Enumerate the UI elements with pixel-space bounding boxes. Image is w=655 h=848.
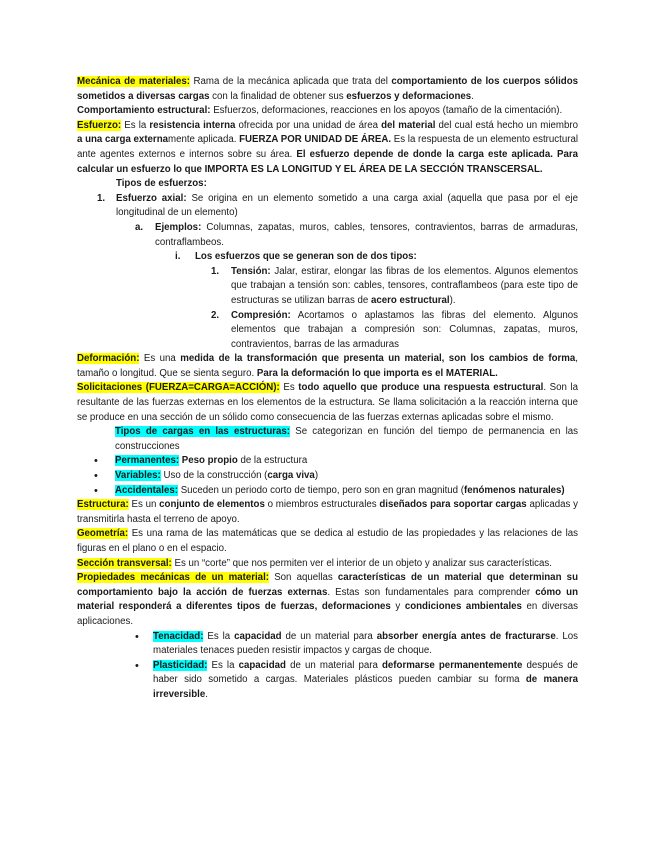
list-item-ejemplos: a. Ejemplos: Columnas, zapatas, muros, cables, tensores, contravientos, barras de armaduras, contraflambeos. <box>135 221 578 248</box>
term-propiedades: Propiedades mecánicas de un material: <box>77 572 269 584</box>
bullet-plasticidad: • Plasticidad: Es la capacidad de un material para deformarse permanentemente después de haber sido sometido a cargas. Materiales plásticos pueden cambiar su forma de manera irreversible. <box>135 659 578 700</box>
list-item-esfuerzo-axial: 1. Esfuerzo axial: Se origina en un elemento sometido a una carga axial (aquella que pasa por el eje longitudinal de un elemento) <box>97 192 578 219</box>
list-item-tension: 1. Tensión: Jalar, estirar, elongar las fibras de los elementos. Algunos elementos que trabajan a tensión son: cables, tensores, contraflambeos (para este tipo de estructuras se utilizan barras de acero estructural). <box>211 265 578 306</box>
term-estructura: Estructura: <box>77 499 129 511</box>
tipos-esfuerzos-heading: Tipos de esfuerzos: <box>116 178 207 190</box>
list-item-compresion: 2. Compresión: Acortamos o aplastamos las fibras del elemento. Algunos elementos que trabajan a compresión son: Columnas, zapatas, muros, contravientos, barras de las armaduras <box>211 309 578 350</box>
term-esfuerzo: Esfuerzo: <box>77 119 122 131</box>
term-solicitaciones: Solicitaciones (FUERZA=CARGA=ACCIÓN): <box>77 382 280 394</box>
paragraph-mecanica: Mecánica de materiales: Rama de la mecánica aplicada que trata del comportamiento de los cuerpos sólidos sometidos a diversas cargas con la finalidad de obtener sus esfuerzos y deformaciones. <box>77 76 578 102</box>
paragraph-seccion-transversal: Sección transversal: Es un “corte” que nos permiten ver el interior de un objeto y analizar sus características. <box>77 557 552 569</box>
term-seccion: Sección transversal: <box>77 557 172 569</box>
bullet-accidentales: • Accidentales: Suceden un periodo corto de tiempo, pero son en gran magnitud (fenómenos naturales) <box>94 484 565 497</box>
term-deformacion: Deformación: <box>77 353 140 365</box>
bullet-tenacidad: • Tenacidad: Es la capacidad de un material para absorber energía antes de fracturarse. Los materiales tenaces pueden resistir impactos y cargas de choque. <box>135 630 578 657</box>
paragraph-tipos-cargas: Tipos de cargas en las estructuras: Se categorizan en función del tiempo de permanencia en las construcciones <box>115 426 578 452</box>
term-mecanica: Mecánica de materiales: <box>77 76 191 87</box>
term-geometria: Geometría: <box>77 528 129 540</box>
bullet-permanentes: • Permanentes: Peso propio de la estructura <box>94 455 308 468</box>
paragraph-deformacion: Deformación: Es una medida de la transformación que presenta un material, son los cambios de forma, tamaño o longitud. Que se sienta seguro. Para la deformación lo que importa es el MATERIAL. <box>77 353 578 379</box>
paragraph-propiedades: Propiedades mecánicas de un material: Son aquellas características de un material que determinan su comportamiento bajo la acción de fuerzas externas. Estas son fundamentales para comprender cómo un material responderá a diferentes tipos de fuerzas, deformaciones y condiciones ambientales en diversas aplicaciones. <box>77 572 578 627</box>
paragraph-geometria: Geometría: Es una rama de las matemáticas que se dedica al estudio de las propiedades y las relaciones de las figuras en el plano o en el espacio. <box>77 528 578 554</box>
term-tipos-cargas: Tipos de cargas en las estructuras: <box>115 426 291 438</box>
paragraph-comportamiento: Comportamiento estructural: Esfuerzos, deformaciones, reacciones en los apoyos (tamaño de la cimentación). <box>77 105 563 117</box>
bullet-variables: • Variables: Uso de la construcción (carga viva) <box>94 470 319 483</box>
paragraph-solicitaciones: Solicitaciones (FUERZA=CARGA=ACCIÓN): Es todo aquello que produce una respuesta estructural. Son la resultante de las fuerzas externas en los elementos de la estructura. Se llama solicitación a la reacción interna que se produce en una sección de un sólido como consecuencia de las fuerzas externas aplicadas sobre el mismo. <box>77 382 579 423</box>
list-item-dos-tipos: i. Los esfuerzos que se generan son de dos tipos: <box>175 251 417 263</box>
paragraph-estructura: Estructura: Es un conjunto de elementos o miembros estructurales diseñados para soportar cargas aplicadas y transmitirla hasta el terreno de apoyo. <box>77 499 579 525</box>
document-body <box>77 75 578 703</box>
paragraph-esfuerzo: Esfuerzo: Es la resistencia interna ofrecida por una unidad de área del material del cual está hecho un miembro a una carga externamente aplicada. FUERZA POR UNIDAD DE ÁREA. Es la respuesta de un elemento estructural ante agentes externos e internos sobre su área. El esfuerzo depende de donde la carga este aplicada. Para calcular un esfuerzo lo que IMPORTA ES LA LONGITUD Y EL ÁREA DE LA SECCIÓN TRANSCERSAL. <box>77 119 578 175</box>
